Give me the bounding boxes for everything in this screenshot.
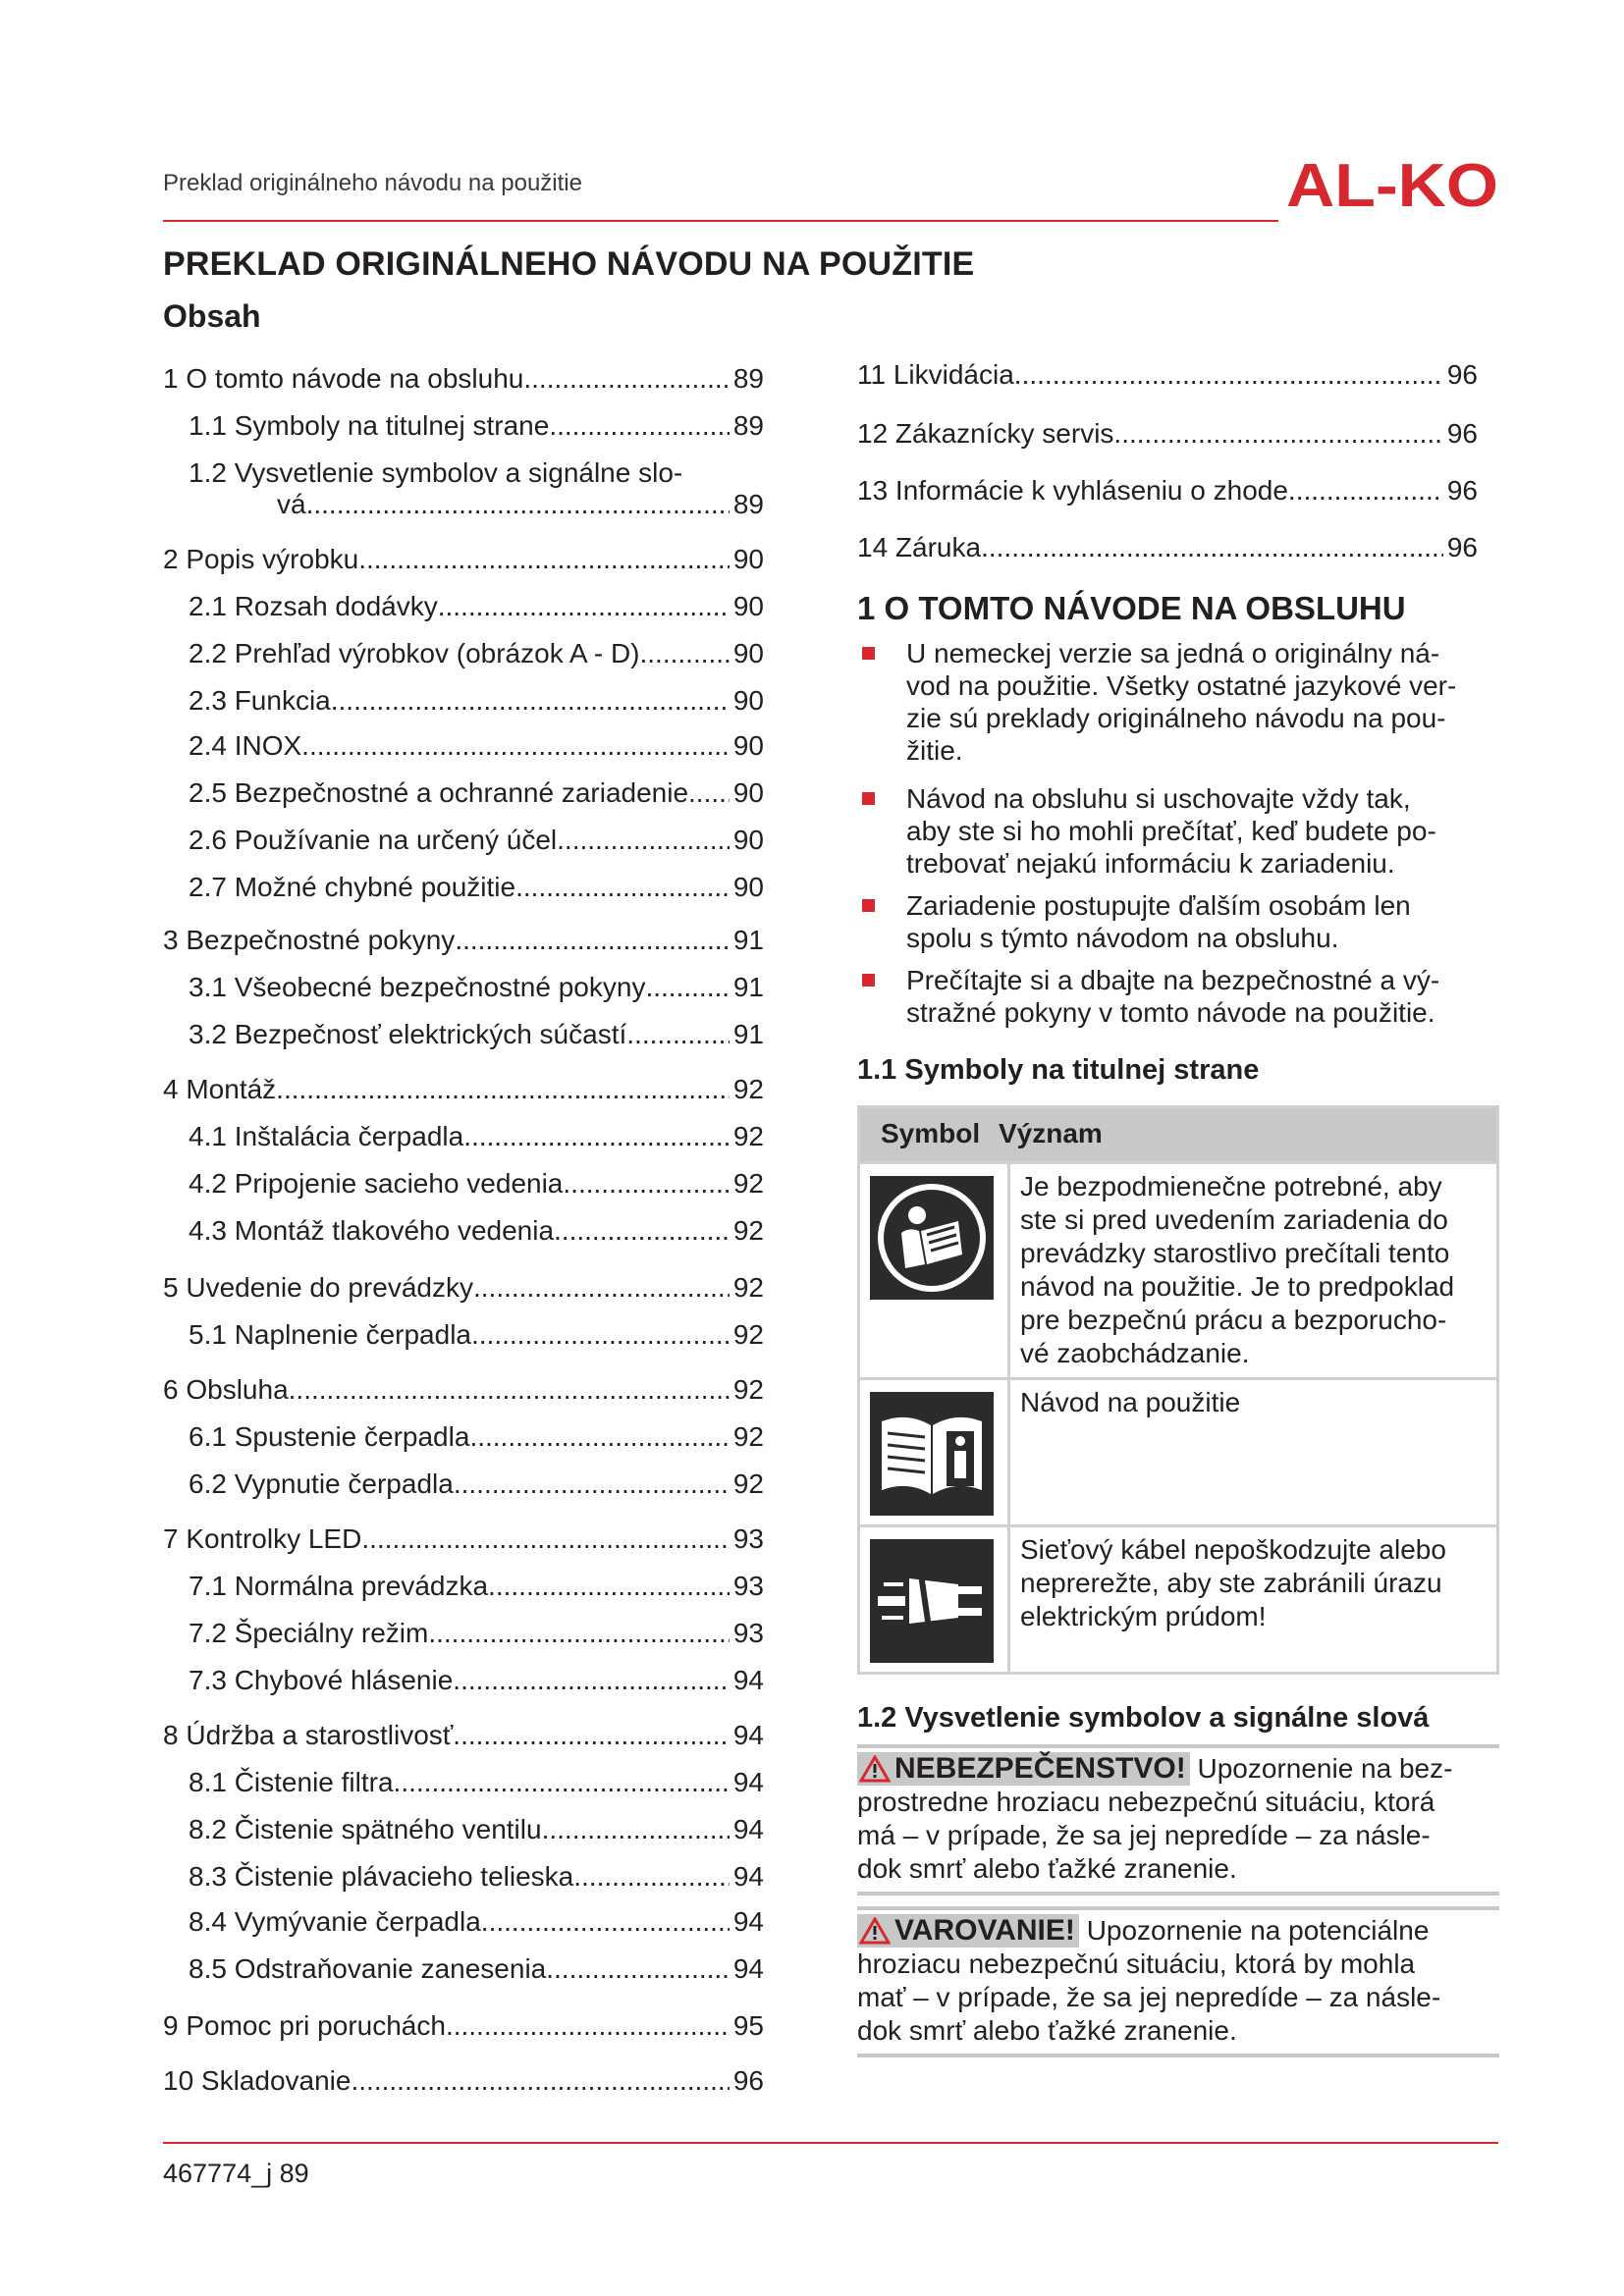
warning-triangle-icon <box>859 1755 891 1783</box>
toc-entry-page: 90 <box>732 825 764 855</box>
toc-entry-label: 5.1 Naplnenie čerpadla <box>189 1319 471 1350</box>
danger-notice: NEBEZPEČENSTVO! Upozornenie na bez- prostredne hroziacu nebezpečnú situáciu, ktorá má – v prípade, že sa jej nepredíde – za násle- dok smrť alebo ťažké zranenie. <box>857 1752 1499 1886</box>
toc-entry[interactable] <box>189 681 764 721</box>
toc-entry-label: 6.2 Vypnutie čerpadla <box>189 1468 454 1499</box>
toc-entry-label: 4 Montáž <box>163 1074 277 1104</box>
toc-entry[interactable] <box>189 868 764 907</box>
symbol-description: Sieťový kábel nepoškodzujte alebo neprerežte, aby ste zabránili úrazu elektrickým prúdom! <box>1020 1534 1446 1631</box>
toc-entry[interactable] <box>857 414 1478 454</box>
toc-entry[interactable] <box>189 1117 764 1156</box>
danger-label: NEBEZPEČENSTVO! <box>857 1752 1190 1786</box>
symbol-table-header <box>860 1108 1496 1161</box>
toc-entry-label: 12 Zákaznícky servis <box>857 418 1114 449</box>
toc-entry-label: 1.2 Vysvetlenie symbolov a signálne slo- <box>189 457 683 488</box>
toc-entry-page: 92 <box>732 1215 764 1246</box>
section-1-title: 1 O TOMTO NÁVODE NA OBSLUHU <box>857 590 1406 626</box>
toc-entry[interactable] <box>189 1465 764 1504</box>
toc-entry[interactable] <box>189 406 764 446</box>
toc-entry-page: 96 <box>1446 418 1478 449</box>
toc-entry[interactable] <box>163 540 764 579</box>
toc-entry-page: 93 <box>732 1571 764 1601</box>
toc-entry-page: 90 <box>732 777 764 808</box>
toc-entry-label: 8 Údržba a starostlivosť <box>163 1720 454 1750</box>
symbol-row <box>860 1377 1496 1527</box>
bullet-item: Návod na obsluhu si uschovajte vždy tak, aby ste si ho mohli prečítať, keď budete po- trebovať nejakú informáciu k zariadeniu. <box>857 782 1486 880</box>
toc-entry-page: 92 <box>732 1168 764 1199</box>
toc-entry-label: 14 Záruka <box>857 532 982 562</box>
symbol-row <box>860 1524 1496 1675</box>
toc-entry-page: 90 <box>732 591 764 621</box>
warning-notice: VAROVANIE! Upozornenie na potenciálne hroziacu nebezpečnú situáciu, ktorá by mohla mať – v prípade, že sa jej nepredíde – za násle- dok smrť alebo ťažké zranenie. <box>857 1914 1499 2048</box>
section-1-1-title: 1.1 Symboly na titulnej strane <box>857 1054 1260 1086</box>
toc-entry-label: 8.5 Odstraňovanie zanesenia <box>189 1953 547 1984</box>
read-manual-icon <box>870 1176 994 1300</box>
toc-entry[interactable] <box>163 1716 764 1755</box>
toc-entry[interactable] <box>163 1520 764 1559</box>
toc-entry-page: 89 <box>732 363 764 394</box>
manual-info-icon <box>870 1392 994 1516</box>
toc-entry-page: 96 <box>1446 359 1478 390</box>
toc-entry-page: 94 <box>732 1814 764 1844</box>
toc-entry-page: 96 <box>732 2065 764 2096</box>
toc-entry[interactable] <box>857 471 1478 510</box>
alko-logo <box>1286 157 1498 212</box>
toc-entry[interactable] <box>189 726 764 766</box>
toc-entry-page: 92 <box>732 1319 764 1350</box>
section-1-2-title: 1.2 Vysvetlenie symbolov a signálne slová <box>857 1702 1430 1734</box>
toc-entry[interactable] <box>189 1661 764 1700</box>
toc-entry[interactable] <box>163 921 764 960</box>
toc-entry-label: 8.2 Čistenie spätného ventilu <box>189 1814 542 1844</box>
bullet-square-icon <box>862 792 875 805</box>
bullet-item: U nemeckej verzie sa jedná o originálny ná- vod na použitie. Všetky ostatné jazykové ver- zie sú preklady originálneho návodu na pou- žitie. <box>857 637 1486 767</box>
footer-rule <box>163 2142 1498 2144</box>
toc-entry-page: 90 <box>732 638 764 668</box>
toc-entry-label: 4.2 Pripojenie sacieho vedenia <box>189 1168 564 1199</box>
toc-entry-page: 94 <box>732 1665 764 1695</box>
logo-text: AL-KO <box>1286 157 1498 212</box>
toc-entry-label: 1 O tomto návode na obsluhu <box>163 363 524 394</box>
header-rule <box>163 220 1278 222</box>
toc-entry-page: 92 <box>732 1468 764 1499</box>
toc-entry-page: 93 <box>732 1523 764 1554</box>
toc-entry-page: 90 <box>732 685 764 716</box>
footer-doc-page: 467774_j 89 <box>163 2159 309 2188</box>
main-title: PREKLAD ORIGINÁLNEHO NÁVODU NA POUŽITIE <box>163 245 975 283</box>
toc-entry[interactable] <box>189 968 764 1007</box>
toc-entry[interactable] <box>189 1164 764 1203</box>
toc-entry-page: 91 <box>732 972 764 1002</box>
toc-entry[interactable] <box>189 1763 764 1802</box>
toc-entry-label: 4.1 Inštalácia čerpadla <box>189 1121 464 1151</box>
toc-entry[interactable] <box>189 1211 764 1251</box>
toc-entry[interactable] <box>189 1567 764 1606</box>
toc-entry-label: 11 Likvidácia <box>857 359 1014 390</box>
col-meaning-header: Význam <box>999 1118 1103 1148</box>
toc-entry[interactable] <box>189 1949 764 1989</box>
toc-entry-page: 91 <box>732 1019 764 1049</box>
toc-entry-page: 96 <box>1446 532 1478 562</box>
toc-entry-label: 2 Popis výrobku <box>163 544 359 574</box>
toc-entry[interactable] <box>163 1070 764 1109</box>
toc-entry-label: 8.4 Vymývanie čerpadla <box>189 1906 481 1937</box>
toc-entry-page: 90 <box>732 544 764 574</box>
toc-entry[interactable] <box>857 355 1478 395</box>
toc-entry[interactable] <box>189 1810 764 1849</box>
toc-heading: Obsah <box>163 298 261 334</box>
bullet-item: Prečítajte si a dbajte na bezpečnostné a vý- stražné pokyny v tomto návode na použitie. <box>857 964 1486 1029</box>
toc-entry-page: 94 <box>732 1720 764 1750</box>
toc-entry-page: 92 <box>732 1074 764 1104</box>
toc-entry-label: 10 Skladovanie <box>163 2065 352 2096</box>
toc-entry[interactable] <box>189 1315 764 1355</box>
toc-entry-label: 2.4 INOX <box>189 730 302 761</box>
toc-entry-page: 94 <box>732 1953 764 1984</box>
toc-entry-page: 94 <box>732 1906 764 1937</box>
toc-entry[interactable] <box>163 2006 764 2046</box>
bullet-square-icon <box>862 974 875 987</box>
warning-label: VAROVANIE! <box>857 1914 1079 1948</box>
toc-entry-label: 6 Obsluha <box>163 1374 289 1405</box>
toc-entry-page: 96 <box>1446 475 1478 506</box>
toc-entry-page: 94 <box>732 1767 764 1797</box>
symbol-row <box>860 1161 1496 1380</box>
toc-entry[interactable] <box>189 1857 764 1896</box>
toc-entry[interactable] <box>189 634 764 673</box>
bullet-square-icon <box>862 899 875 912</box>
toc-entry-label: 7.3 Chybové hlásenie <box>189 1665 454 1695</box>
toc-entry[interactable] <box>189 1902 764 1942</box>
toc-entry-page: 90 <box>732 730 764 761</box>
toc-entry[interactable] <box>189 1417 764 1457</box>
toc-entry[interactable] <box>189 774 764 813</box>
toc-entry-page: 92 <box>732 1421 764 1452</box>
toc-entry-label-cont: vá <box>277 489 306 519</box>
toc-entry-page: 94 <box>732 1861 764 1892</box>
toc-entry-page: 89 <box>732 489 764 519</box>
warning-triangle-icon <box>859 1917 891 1945</box>
toc-entry-page: 93 <box>732 1618 764 1648</box>
toc-entry-page: 92 <box>732 1121 764 1151</box>
symbol-table <box>857 1105 1499 1675</box>
toc-entry[interactable] <box>163 1268 764 1308</box>
toc-entry-label: 6.1 Spustenie čerpadla <box>189 1421 470 1452</box>
toc-entry[interactable] <box>857 528 1478 567</box>
toc-entry[interactable] <box>163 2061 764 2101</box>
toc-entry[interactable] <box>189 587 764 626</box>
running-title: Preklad originálneho návodu na použitie <box>163 170 582 196</box>
symbol-description: Návod na použitie <box>1020 1387 1241 1417</box>
toc-entry-page: 89 <box>732 410 764 441</box>
toc-entry-label: 2.2 Prehľad výrobkov (obrázok A - D) <box>189 638 640 668</box>
toc-entry-label: 4.3 Montáž tlakového vedenia <box>189 1215 555 1246</box>
toc-entry-label: 5 Uvedenie do prevádzky <box>163 1272 473 1303</box>
toc-entry[interactable] <box>189 1614 764 1653</box>
toc-entry[interactable] <box>163 1370 764 1410</box>
toc-entry-label: 3.2 Bezpečnosť elektrických súčastí <box>189 1019 627 1049</box>
toc-entry[interactable] <box>189 821 764 860</box>
bullet-square-icon <box>862 647 875 660</box>
toc-entry-label: 9 Pomoc pri poruchách <box>163 2010 446 2041</box>
toc-entry[interactable] <box>189 454 764 524</box>
toc-entry-label: 1.1 Symboly na titulnej strane <box>189 410 550 441</box>
toc-entry-page: 92 <box>732 1272 764 1303</box>
col-symbol-header: Symbol <box>881 1118 981 1148</box>
toc-entry-page: 90 <box>732 872 764 902</box>
toc-entry[interactable] <box>163 359 764 399</box>
toc-entry-label: 13 Informácie k vyhláseniu o zhode <box>857 475 1288 506</box>
bullet-item: Zariadenie postupujte ďalším osobám len spolu s týmto návodom na obsluhu. <box>857 889 1486 954</box>
toc-entry-label: 2.5 Bezpečnostné a ochranné zariadenie <box>189 777 689 808</box>
toc-entry-page: 95 <box>732 2010 764 2041</box>
toc-entry-label: 2.1 Rozsah dodávky <box>189 591 438 621</box>
toc-entry-label: 3.1 Všeobecné bezpečnostné pokyny <box>189 972 646 1002</box>
toc-entry[interactable] <box>189 1015 764 1054</box>
toc-entry-label: 3 Bezpečnostné pokyny <box>163 925 456 955</box>
symbol-description: Je bezpodmienečne potrebné, aby ste si pred uvedením zariadenia do prevádzky starostlivo prečítali tento návod na použitie. Je to predpoklad pre bezpečnú prácu a bezporucho- vé zaobchádzanie. <box>1020 1171 1455 1368</box>
toc-entry-label: 7.2 Špeciálny režim <box>189 1618 429 1648</box>
toc-entry-label: 2.3 Funkcia <box>189 685 331 716</box>
toc-entry-label: 7.1 Normálna prevádzka <box>189 1571 489 1601</box>
toc-entry-label: 2.7 Možné chybné použitie <box>189 872 516 902</box>
cut-cable-icon <box>870 1539 994 1663</box>
toc-entry-label: 7 Kontrolky LED <box>163 1523 362 1554</box>
toc-entry-label: 8.3 Čistenie plávacieho telieska <box>189 1861 574 1892</box>
toc-entry-label: 2.6 Používanie na určený účel <box>189 825 558 855</box>
toc-entry-page: 91 <box>732 925 764 955</box>
toc-entry-page: 92 <box>732 1374 764 1405</box>
toc-entry-label: 8.1 Čistenie filtra <box>189 1767 394 1797</box>
